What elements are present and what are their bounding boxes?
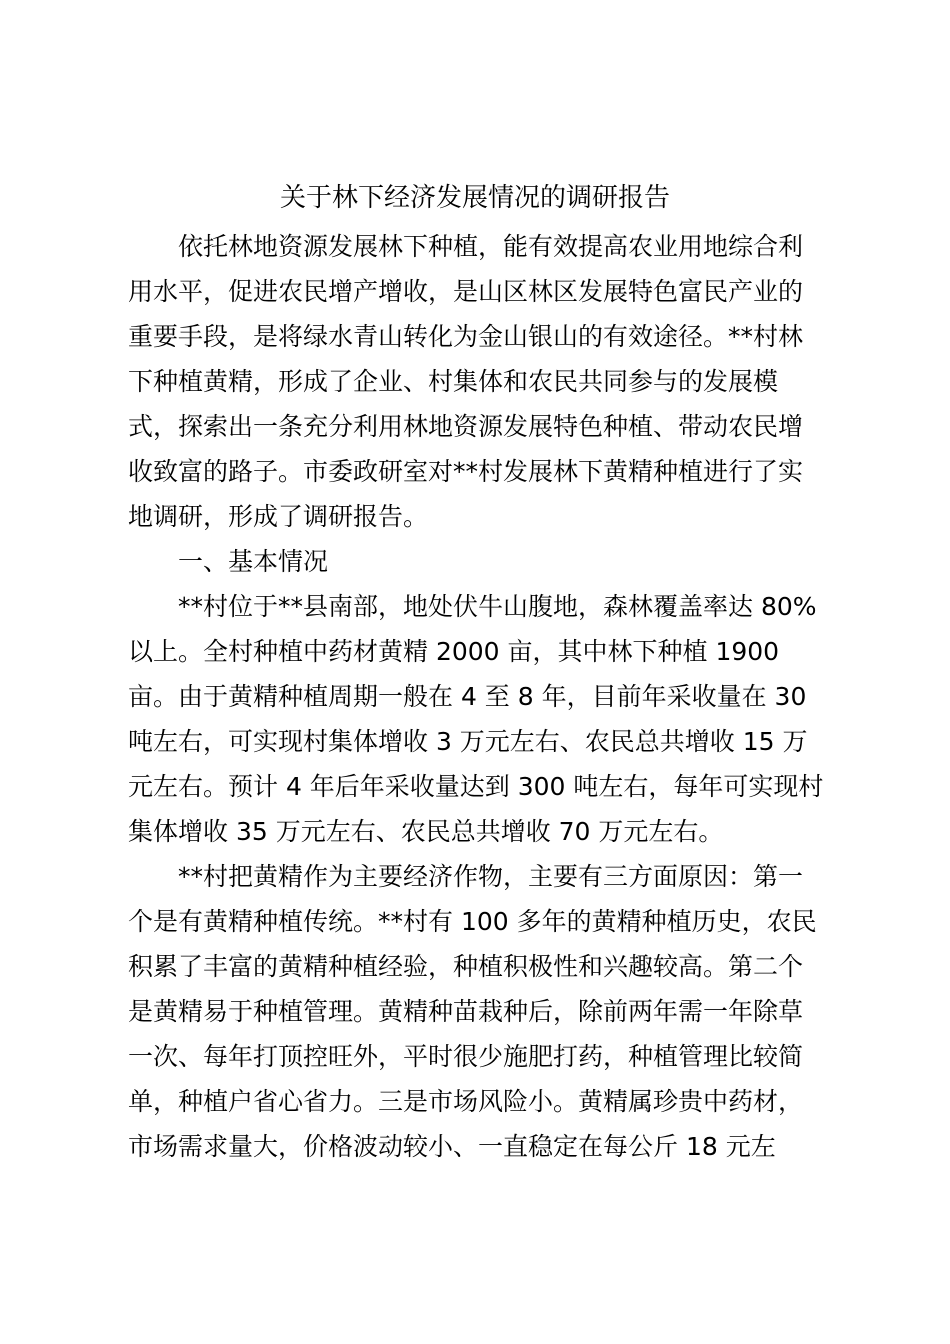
paragraph-line: 个是有黄精种植传统。**村有 100 多年的黄精种植历史，农民 [128,907,817,936]
paragraph-line: 吨左右，可实现村集体增收 3 万元左右、农民总共增收 15 万 [128,727,808,756]
paragraph-line: 地调研，形成了调研报告。 [128,502,429,531]
paragraph-line: 单，种植户省心省力。三是市场风险小。黄精属珍贵中药材， [128,1087,804,1116]
paragraph-line: 一次、每年打顶控旺外，平时很少施肥打药，种植管理比较简 [128,1042,804,1071]
paragraph-line: 积累了丰富的黄精种植经验，种植积极性和兴趣较高。第二个 [128,952,804,981]
paragraph-line: **村位于**县南部，地处伏牛山腹地，森林覆盖率达 80% [178,592,817,621]
paragraph-line: 依托林地资源发展林下种植，能有效提高农业用地综合利 [178,232,804,261]
section-heading: 一、基本情况 [178,547,329,576]
paragraph-line: 是黄精易于种植管理。黄精种苗栽种后，除前两年需一年除草 [128,997,804,1026]
paragraph-line: 以上。全村种植中药材黄精 2000 亩，其中林下种植 1900 [128,637,780,666]
paragraph-line: 用水平，促进农民增产增收，是山区林区发展特色富民产业的 [128,277,804,306]
paragraph-line: 集体增收 35 万元左右、农民总共增收 70 万元左右。 [128,817,724,846]
paragraph-line: 下种植黄精，形成了企业、村集体和农民共同参与的发展模 [128,367,779,396]
paragraph-line: 重要手段，是将绿水青山转化为金山银山的有效途径。**村林 [128,322,804,351]
paragraph-line: 亩。由于黄精种植周期一般在 4 至 8 年，目前年采收量在 30 [128,682,807,711]
document-title: 关于林下经济发展情况的调研报告 [279,183,670,213]
paragraph-line: 元左右。预计 4 年后年采收量达到 300 吨左右，每年可实现村 [128,772,824,801]
paragraph-line: 市场需求量大，价格波动较小、一直稳定在每公斤 18 元左 [128,1132,776,1161]
paragraph-line: 收致富的路子。市委政研室对**村发展林下黄精种植进行了实 [128,457,804,486]
paragraph-line: 式，探索出一条充分利用林地资源发展特色种植、带动农民增 [128,412,804,441]
paragraph-line: **村把黄精作为主要经济作物，主要有三方面原因：第一 [178,862,804,891]
